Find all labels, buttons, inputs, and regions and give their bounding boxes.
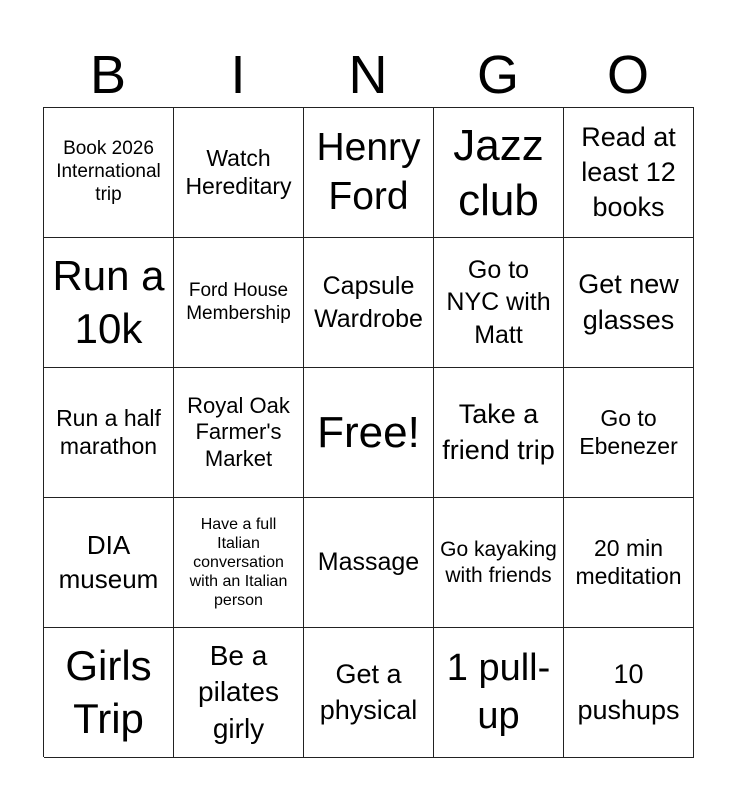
header-letter-g: G — [476, 45, 519, 105]
bingo-cell[interactable] — [564, 368, 694, 498]
header-letter-i: I — [230, 45, 246, 105]
cell-text: Take a friend trip — [442, 399, 555, 465]
bingo-board — [43, 107, 694, 757]
bingo-cell[interactable] — [434, 628, 564, 758]
bingo-cell[interactable] — [304, 498, 434, 628]
cell-text: Royal Oak Farmer's Market — [187, 392, 290, 471]
bingo-cell[interactable] — [304, 368, 434, 498]
cell-text: Get new glasses — [578, 269, 679, 335]
bingo-cell[interactable] — [304, 238, 434, 368]
cell-text: Ford House Membership — [186, 279, 291, 324]
cell-text: Run a 10k — [52, 252, 165, 352]
bingo-cell[interactable] — [434, 368, 564, 498]
cell-text: 1 pull-up — [446, 647, 551, 737]
bingo-cell[interactable] — [564, 108, 694, 238]
cell-text: Book 2026 International trip — [56, 138, 161, 205]
bingo-cell[interactable] — [434, 238, 564, 368]
bingo-cell[interactable] — [174, 108, 304, 238]
cell-text: Have a full Italian conversation with an Italian person — [189, 515, 288, 610]
cell-text: Be a pilates girly — [198, 639, 279, 744]
cell-text: Run a half marathon — [56, 404, 161, 459]
bingo-cell[interactable] — [304, 108, 434, 238]
bingo-cell[interactable] — [44, 628, 174, 758]
bingo-cell[interactable] — [564, 628, 694, 758]
header-letter-n: N — [348, 45, 388, 105]
cell-text: Get a physical — [319, 659, 418, 725]
bingo-header — [43, 46, 693, 104]
cell-text: Henry Ford — [316, 125, 421, 218]
bingo-cell[interactable] — [44, 368, 174, 498]
bingo-cell[interactable] — [44, 498, 174, 628]
cell-text: Massage — [317, 548, 420, 577]
bingo-cell[interactable] — [564, 238, 694, 368]
cell-text: Free! — [317, 408, 420, 457]
bingo-cell[interactable] — [174, 238, 304, 368]
cell-text: Jazz club — [453, 120, 544, 225]
bingo-cell[interactable] — [434, 108, 564, 238]
cell-text: 10 pushups — [577, 659, 680, 725]
cell-text: Watch Hereditary — [185, 144, 292, 199]
bingo-cell[interactable] — [304, 628, 434, 758]
cell-text: Capsule Wardrobe — [314, 272, 423, 333]
cell-text: DIA museum — [58, 529, 159, 594]
cell-text: Go to NYC with Matt — [446, 255, 551, 349]
cell-text: Read at least 12 books — [581, 121, 676, 223]
header-letter-b: B — [89, 45, 127, 105]
header-letter-o: O — [606, 45, 649, 105]
cell-text: Girls Trip — [65, 642, 152, 742]
bingo-cell[interactable] — [174, 498, 304, 628]
cell-text: Go to Ebenezer — [579, 404, 678, 459]
bingo-cell[interactable] — [434, 498, 564, 628]
cell-text: Go kayaking with friends — [440, 538, 557, 587]
bingo-cell[interactable] — [564, 498, 694, 628]
bingo-cell[interactable] — [44, 108, 174, 238]
bingo-cell[interactable] — [174, 368, 304, 498]
bingo-cell[interactable] — [44, 238, 174, 368]
bingo-cell[interactable] — [174, 628, 304, 758]
cell-text: 20 min meditation — [575, 534, 682, 589]
